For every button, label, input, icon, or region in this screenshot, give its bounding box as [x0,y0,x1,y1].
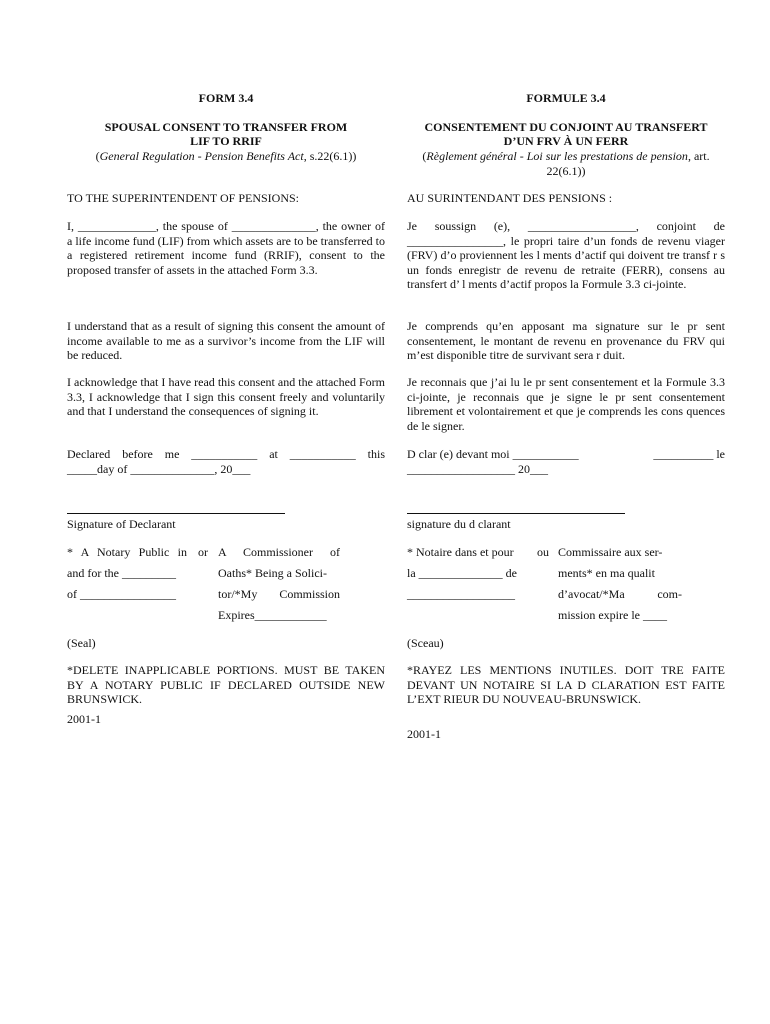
delete-note: *RAYEZ LES MENTIONS INUTILES. DOIT TRE FAITE DEVANT UN NOTAIRE SI LA D CLARATION EST FAITE L’EXT RIEUR DU NOUVEAU-BRUNSWICK. [407,663,725,707]
notary-left [407,545,531,608]
notary-left-line2: la ______________ de [407,566,517,580]
notary-or: ou [537,545,549,559]
declared-line2: _____day of ______________, 20___ [67,461,251,476]
addressee: AU SURINTENDANT DES PENSIONS : [407,191,613,205]
notary-right-line1: Commissaire aux ser- [558,545,663,559]
signature-label: signature du d clarant [407,517,511,531]
notary-left-line1: * Notaire dans et pour [407,545,514,559]
addressee: TO THE SUPERINTENDENT OF PENSIONS: [67,191,300,205]
consent-paragraph: Je soussign (e), __________________, conjoint de ________________, le propri taire d’un fonds de revenu viager (FRV) d’o proviennent les l ments d’actif qui doivent tre transf r s un fonds enregistr de revenu de retraite (FERR), consens au transfert d’ l ments d’actif propos la Formule 3.3 ci-jointe. [407,219,725,292]
acknowledgement-paragraph: I acknowledge that I have read this consent and the attached Form 3.3, I acknowledge that I sign this consent freely and voluntarily and that I understand the consequences of signing it. [67,375,385,419]
form-number: FORM 3.4 [198,91,254,105]
notary-right-line4: mission expire le ____ [558,608,667,622]
notary-right-line2: ments* en ma qualit [558,566,655,580]
declared-line1: Declared before me ___________ at ___________ this [67,447,385,461]
regulation-citation: (General Regulation - Pension Benefits Act, s.22(6.1)) [95,149,357,163]
regulation-title: Règlement général - Loi sur les prestations de pension [426,149,688,163]
form-title-line2: D’UN FRV À UN FERR [503,134,629,148]
declaration-block [407,447,725,476]
understanding-paragraph: Je comprends qu’en apposant ma signature sur le pr sent consentement, le montant de revenu en provenance du FRV qui m’est disponible titre de survivant sera r duit. [407,319,725,363]
declaration-block [67,447,385,476]
seal-label: (Seal) [67,636,96,650]
notary-right [218,545,340,629]
declared-line1-b: __________ le [653,447,725,461]
notary-right-line1: A Commissioner of [218,545,340,559]
signature-label: Signature of Declarant [67,517,176,531]
notary-left-line3: __________________ [407,587,515,601]
form-title-line1: CONSENTEMENT DU CONJOINT AU TRANSFERT [424,120,708,134]
notary-left-line2: and for the _________ [67,566,176,580]
delete-note: *DELETE INAPPLICABLE PORTIONS. MUST BE TAKEN BY A NOTARY PUBLIC IF DECLARED OUTSIDE NEW BRUNSWICK. [67,663,385,707]
notary-left-line1: * A Notary Public in [67,545,187,559]
notary-right [558,545,682,629]
consent-paragraph: I, _____________, the spouse of ______________, the owner of a life income fund (LIF) from which assets are to be transferred to a registered retirement income fund (RRIF), consent to the proposed transfer of assets in the attached Form 3.3. [67,219,385,277]
regulation-citation: (Règlement général - Loi sur les prestations de pension, art. 22(6.1)) [422,149,710,178]
notary-right-line4: Expires____________ [218,608,327,622]
notary-right-line3: d’avocat/*Ma com- [558,587,682,601]
notary-left-line3: of ________________ [67,587,176,601]
notary-left [67,545,187,608]
form-code: 2001-1 [67,712,101,726]
form-code: 2001-1 [407,727,441,741]
declared-line1-a: D clar (e) devant moi ___________ [407,447,579,461]
regulation-title: General Regulation - Pension Benefits Act [99,149,304,163]
notary-right-line2: Oaths* Being a Solici- [218,566,327,580]
seal-label: (Sceau) [407,636,444,650]
signature-line [67,513,285,514]
form-title-line1: SPOUSAL CONSENT TO TRANSFER FROM [104,120,348,134]
form-title-line2: LIF TO RRIF [190,134,262,148]
acknowledgement-paragraph: Je reconnais que j’ai lu le pr sent consentement et la Formule 3.3 ci-jointe, je reconnais que je signe le pr sent consentement librement et volontairement et que je comprends les cons quences de le signer. [407,375,725,433]
form-number: FORMULE 3.4 [526,91,606,105]
signature-line [407,513,625,514]
declared-line1 [407,447,725,462]
notary-or: or [198,545,208,559]
notary-right-line3: tor/*My Commission [218,587,340,601]
declared-line2: __________________ 20___ [407,461,548,476]
understanding-paragraph: I understand that as a result of signing this consent the amount of income available to me as a survivor’s income from the LIF will be reduced. [67,319,385,363]
